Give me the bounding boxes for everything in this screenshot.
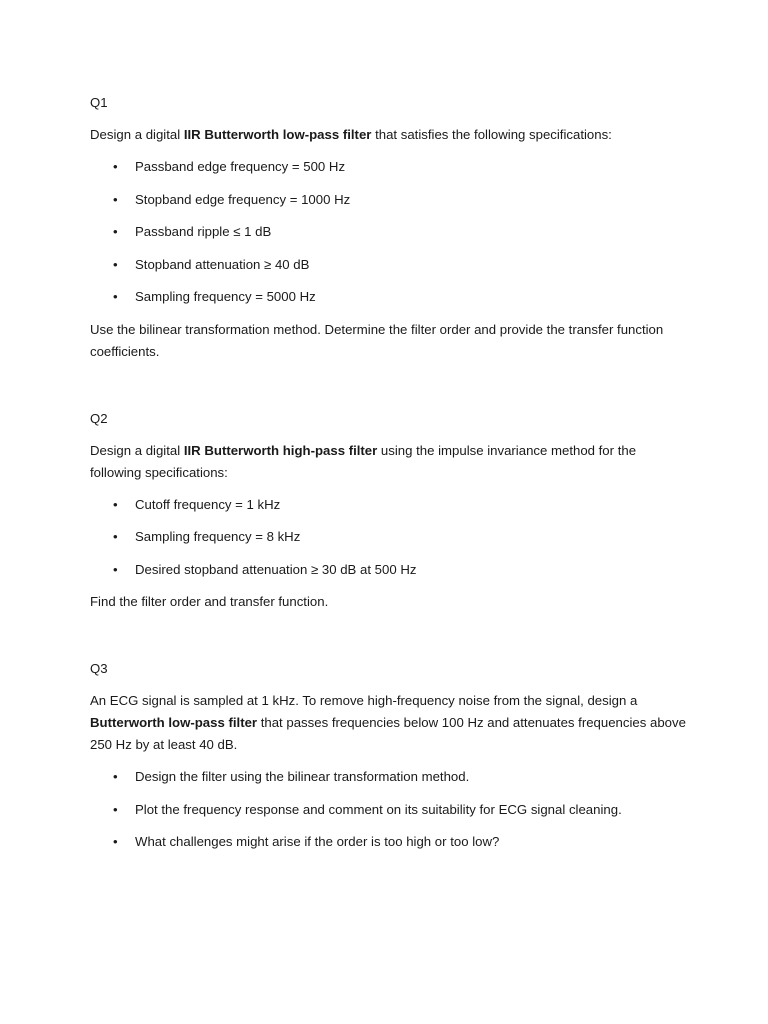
intro-text: Design a digital xyxy=(90,127,184,142)
bullet-icon: • xyxy=(113,224,118,239)
question-outro: Find the filter order and transfer function. xyxy=(90,594,329,609)
document-page xyxy=(90,92,690,864)
spec-list xyxy=(90,494,690,581)
bullet-icon: • xyxy=(113,529,118,544)
list-item: • Cutoff frequency = 1 kHz xyxy=(90,494,690,516)
section-spacer xyxy=(90,373,690,408)
intro-text: An ECG signal is sampled at 1 kHz. To remove high-frequency noise from the signal, design a xyxy=(90,693,638,708)
question-intro xyxy=(90,440,690,484)
question-1 xyxy=(90,92,690,363)
intro-text: that passes frequencies below 100 Hz and attenuates frequencies above 250 Hz by at least 40 dB. xyxy=(90,715,686,752)
intro-text: using the impulse invariance method for the following specifications: xyxy=(90,442,637,480)
question-heading: Q2 xyxy=(90,410,108,426)
bullet-icon: • xyxy=(113,769,118,784)
filter-type: IIR Butterworth low-pass filter xyxy=(183,127,372,142)
bullet-icon: • xyxy=(113,191,118,207)
list-item: • Plot the frequency response and comment on its suitability for ECG signal cleaning. xyxy=(90,799,690,821)
question-outro: Use the bilinear transformation method. Determine the filter order and provide the transfer function coefficients. xyxy=(90,321,664,359)
list-item: • Sampling frequency = 5000 Hz xyxy=(90,286,690,308)
task-list xyxy=(90,766,690,853)
bullet-icon: • xyxy=(113,561,118,577)
list-item: • Desired stopband attenuation ≥ 30 dB at 500 Hz xyxy=(90,559,690,581)
list-item: • Passband edge frequency = 500 Hz xyxy=(90,156,690,178)
filter-type: IIR Butterworth high-pass filter xyxy=(183,442,378,458)
bullet-icon: • xyxy=(113,496,118,512)
question-3 xyxy=(90,658,690,853)
question-intro xyxy=(90,124,690,146)
list-item: • Stopband edge frequency = 1000 Hz xyxy=(90,189,690,211)
list-item: • Design the filter using the bilinear transformation method. xyxy=(90,766,690,788)
list-item: • What challenges might arise if the order is too high or too low? xyxy=(90,831,690,853)
filter-type: Butterworth low-pass filter xyxy=(90,715,258,730)
bullet-icon: • xyxy=(113,834,118,849)
bullet-icon: • xyxy=(113,256,118,272)
bullet-icon: • xyxy=(113,289,118,304)
list-item: • Stopband attenuation ≥ 40 dB xyxy=(90,254,690,276)
intro-text: Design a digital xyxy=(90,442,184,458)
bullet-icon: • xyxy=(113,801,118,817)
question-intro xyxy=(90,690,690,756)
list-item: • Passband ripple ≤ 1 dB xyxy=(90,221,690,243)
question-heading: Q1 xyxy=(90,95,108,110)
spec-list xyxy=(90,156,690,308)
intro-text: that satisfies the following specifications: xyxy=(371,127,612,142)
question-heading: Q3 xyxy=(90,661,108,676)
list-item: • Sampling frequency = 8 kHz xyxy=(90,526,690,548)
question-2 xyxy=(90,408,690,614)
section-spacer xyxy=(90,623,690,658)
bullet-icon: • xyxy=(113,159,118,174)
